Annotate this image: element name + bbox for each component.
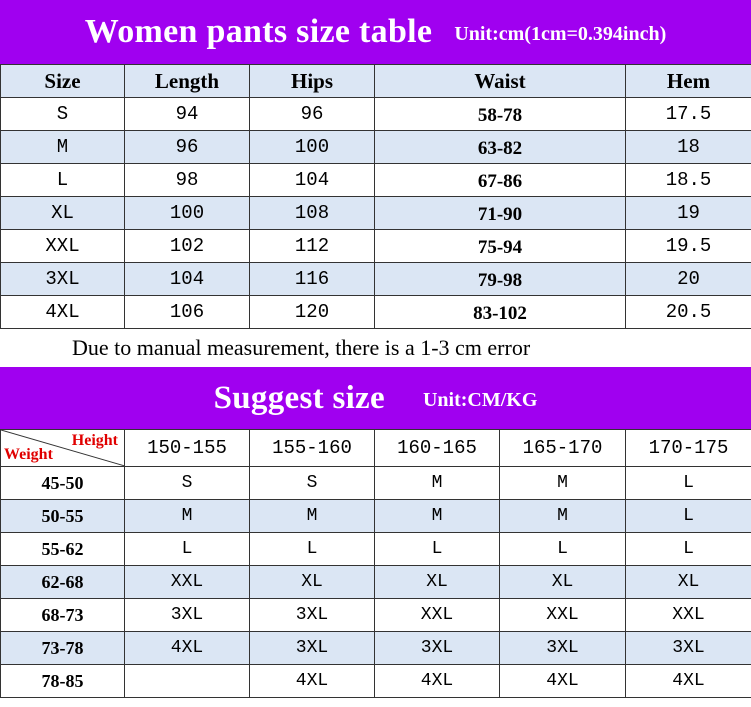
header-hips: Hips bbox=[250, 65, 375, 98]
suggest-header-row bbox=[1, 430, 751, 467]
suggested-size-cell: M bbox=[125, 500, 250, 533]
cell-waist: 63-82 bbox=[375, 131, 626, 164]
cell-hem: 20.5 bbox=[626, 296, 751, 329]
header-hem: Hem bbox=[626, 65, 751, 98]
cell-hips: 100 bbox=[250, 131, 375, 164]
cell-hem: 17.5 bbox=[626, 98, 751, 131]
cell-length: 104 bbox=[125, 263, 250, 296]
cell-size: XL bbox=[1, 197, 125, 230]
cell-size: S bbox=[1, 98, 125, 131]
table-row bbox=[1, 263, 751, 296]
table-row bbox=[1, 467, 751, 500]
suggested-size-cell: XXL bbox=[626, 599, 751, 632]
cell-hem: 20 bbox=[626, 263, 751, 296]
suggested-size-cell: XXL bbox=[375, 599, 500, 632]
suggested-size-cell: 4XL bbox=[250, 665, 375, 698]
suggest-size-banner bbox=[0, 367, 751, 429]
suggested-size-cell: S bbox=[250, 467, 375, 500]
cell-hem: 18 bbox=[626, 131, 751, 164]
suggested-size-cell: XL bbox=[375, 566, 500, 599]
cell-hem: 18.5 bbox=[626, 164, 751, 197]
corner-weight-label: Weight bbox=[4, 446, 53, 463]
table-row bbox=[1, 131, 751, 164]
weight-range-cell: 50-55 bbox=[1, 500, 125, 533]
measurement-note: Due to manual measurement, there is a 1-3 cm error bbox=[72, 335, 531, 360]
height-range-header: 165-170 bbox=[500, 430, 626, 467]
cell-hips: 112 bbox=[250, 230, 375, 263]
suggested-size-cell: XL bbox=[500, 566, 626, 599]
table-row bbox=[1, 197, 751, 230]
suggested-size-cell: M bbox=[500, 500, 626, 533]
suggested-size-cell: L bbox=[626, 533, 751, 566]
suggested-size-cell: 3XL bbox=[626, 632, 751, 665]
table-row bbox=[1, 599, 751, 632]
suggested-size-cell: M bbox=[500, 467, 626, 500]
size-table-header-row bbox=[1, 65, 751, 98]
header-waist: Waist bbox=[375, 65, 626, 98]
corner-cell bbox=[1, 430, 125, 467]
suggested-size-cell: 3XL bbox=[500, 632, 626, 665]
suggested-size-cell: XL bbox=[626, 566, 751, 599]
suggested-size-cell: 3XL bbox=[375, 632, 500, 665]
suggested-size-cell: 3XL bbox=[250, 632, 375, 665]
cell-length: 100 bbox=[125, 197, 250, 230]
suggested-size-cell: L bbox=[250, 533, 375, 566]
height-range-header: 160-165 bbox=[375, 430, 500, 467]
height-range-header: 155-160 bbox=[250, 430, 375, 467]
table-row bbox=[1, 230, 751, 263]
cell-hips: 104 bbox=[250, 164, 375, 197]
cell-hips: 96 bbox=[250, 98, 375, 131]
suggested-size-cell: L bbox=[500, 533, 626, 566]
suggested-size-cell: L bbox=[375, 533, 500, 566]
cell-waist: 79-98 bbox=[375, 263, 626, 296]
cell-size: L bbox=[1, 164, 125, 197]
suggested-size-cell: M bbox=[375, 467, 500, 500]
cell-waist: 83-102 bbox=[375, 296, 626, 329]
cell-hips: 116 bbox=[250, 263, 375, 296]
suggested-size-cell: XL bbox=[250, 566, 375, 599]
suggested-size-cell: 3XL bbox=[125, 599, 250, 632]
suggested-size-cell: 4XL bbox=[125, 632, 250, 665]
suggested-size-cell: S bbox=[125, 467, 250, 500]
cell-length: 106 bbox=[125, 296, 250, 329]
weight-range-cell: 78-85 bbox=[1, 665, 125, 698]
suggest-size-title: Suggest size bbox=[213, 379, 385, 416]
weight-range-cell: 62-68 bbox=[1, 566, 125, 599]
cell-size: 4XL bbox=[1, 296, 125, 329]
weight-range-cell: 73-78 bbox=[1, 632, 125, 665]
cell-hem: 19 bbox=[626, 197, 751, 230]
cell-length: 102 bbox=[125, 230, 250, 263]
suggested-size-cell: L bbox=[125, 533, 250, 566]
suggested-size-cell: XXL bbox=[500, 599, 626, 632]
suggested-size-cell: 4XL bbox=[626, 665, 751, 698]
cell-size: M bbox=[1, 131, 125, 164]
suggested-size-cell: L bbox=[626, 500, 751, 533]
height-range-header: 170-175 bbox=[626, 430, 751, 467]
suggested-size-cell bbox=[125, 665, 250, 698]
suggested-size-cell: 3XL bbox=[250, 599, 375, 632]
cell-hips: 108 bbox=[250, 197, 375, 230]
weight-range-cell: 55-62 bbox=[1, 533, 125, 566]
cell-hem: 19.5 bbox=[626, 230, 751, 263]
table-row bbox=[1, 164, 751, 197]
suggested-size-cell: M bbox=[375, 500, 500, 533]
size-table-banner bbox=[0, 0, 751, 64]
cell-waist: 75-94 bbox=[375, 230, 626, 263]
size-table bbox=[0, 64, 751, 329]
table-row bbox=[1, 533, 751, 566]
suggested-size-cell: 4XL bbox=[375, 665, 500, 698]
suggested-size-cell: XXL bbox=[125, 566, 250, 599]
cell-waist: 71-90 bbox=[375, 197, 626, 230]
header-length: Length bbox=[125, 65, 250, 98]
suggest-size-table bbox=[0, 429, 751, 698]
cell-size: XXL bbox=[1, 230, 125, 263]
suggested-size-cell: L bbox=[626, 467, 751, 500]
corner-height-label: Height bbox=[71, 432, 118, 449]
suggested-size-cell: M bbox=[250, 500, 375, 533]
size-table-title: Women pants size table bbox=[84, 13, 433, 50]
cell-size: 3XL bbox=[1, 263, 125, 296]
cell-hips: 120 bbox=[250, 296, 375, 329]
table-row bbox=[1, 500, 751, 533]
suggested-size-cell: 4XL bbox=[500, 665, 626, 698]
table-row bbox=[1, 665, 751, 698]
height-range-header: 150-155 bbox=[125, 430, 250, 467]
header-size: Size bbox=[1, 65, 125, 98]
cell-waist: 58-78 bbox=[375, 98, 626, 131]
table-row bbox=[1, 98, 751, 131]
size-table-unit: Unit:cm(1cm=0.394inch) bbox=[454, 22, 667, 45]
weight-range-cell: 68-73 bbox=[1, 599, 125, 632]
cell-waist: 67-86 bbox=[375, 164, 626, 197]
weight-range-cell: 45-50 bbox=[1, 467, 125, 500]
table-row bbox=[1, 632, 751, 665]
table-row bbox=[1, 566, 751, 599]
cell-length: 94 bbox=[125, 98, 250, 131]
cell-length: 98 bbox=[125, 164, 250, 197]
suggest-size-unit: Unit:CM/KG bbox=[422, 388, 538, 411]
cell-length: 96 bbox=[125, 131, 250, 164]
table-row bbox=[1, 296, 751, 329]
